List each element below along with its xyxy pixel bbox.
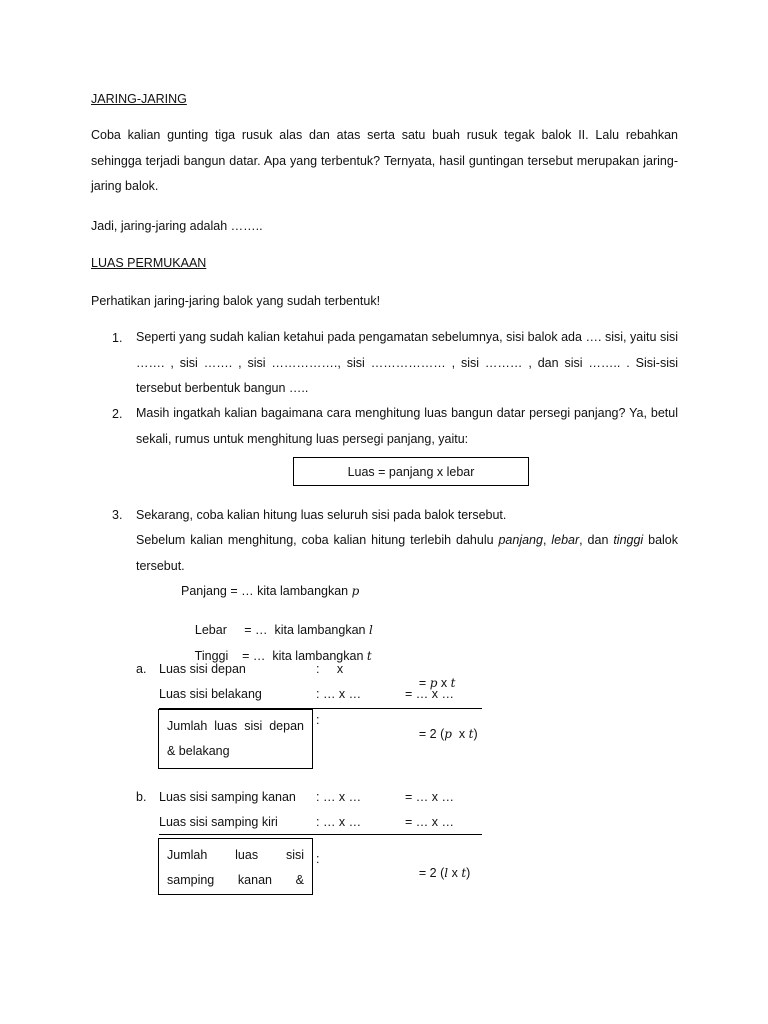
symbol-p: p — [351, 584, 360, 598]
item-text: , dan — [579, 533, 614, 547]
part-b-row2-mid: : … x … — [316, 815, 362, 829]
part-a-row1-label: Luas sisi depan — [159, 662, 246, 676]
list-item-1: Seperti yang sudah kalian ketahui pada pengamatan sebelumnya, sisi balok ada …. sisi, yaitu sisi ……. , sisi ……. , sisi ……………., sisi ……………… , sisi ……… , dan sisi …….. . Sisi-sisi tersebut berbentuk bangun ….. — [136, 330, 678, 395]
paragraph-definition: Jadi, jaring-jaring adalah …….. — [91, 219, 263, 233]
part-b-row1-result: = … x … — [405, 790, 454, 804]
symbol-t: t — [461, 866, 467, 880]
item-text: , — [542, 533, 552, 547]
part-b-row2-label: Luas sisi samping kiri — [159, 815, 278, 829]
italic-lebar: lebar — [551, 533, 580, 547]
result-text: x — [437, 676, 451, 690]
part-a-row2-result: = … x … — [405, 687, 454, 701]
sum-box-line2: & belakang — [167, 744, 230, 758]
part-a-row1-mid: : x — [316, 662, 344, 676]
symbol-t: t — [450, 676, 456, 690]
symbol-l: l — [444, 866, 449, 880]
part-b-letter: b. — [136, 790, 147, 804]
sum-box-line1: Jumlah luas sisi — [167, 848, 304, 862]
part-b-row2-result: = … x … — [405, 815, 454, 829]
sum-divider-b — [159, 834, 482, 835]
part-b-row1-mid: : … x … — [316, 790, 362, 804]
sum-box-line1: Jumlah luas sisi depan — [167, 719, 304, 733]
result-text: ) — [466, 866, 471, 880]
result-text: x — [451, 727, 469, 741]
result-text: x — [448, 866, 462, 880]
list-item-3-line1: Sekarang, coba kalian hitung luas seluruh sisi pada balok tersebut. — [136, 508, 507, 522]
item-text: balok tersebut. — [136, 533, 678, 573]
formula-box — [293, 457, 529, 486]
part-b-sum-result — [405, 852, 470, 894]
result-text: = 2 ( — [418, 866, 445, 880]
symbol-l: l — [368, 623, 373, 637]
part-b-sum-mid: : — [316, 852, 320, 866]
dimension-label: Lebar = … kita lambangkan — [194, 623, 369, 637]
symbol-t: t — [366, 649, 372, 663]
italic-panjang: panjang — [498, 533, 543, 547]
list-item-2: Masih ingatkah kalian bagaimana cara menghitung luas bangun datar persegi panjang? Ya, betul sekali, rumus untuk menghitung luas persegi panjang, yaitu: — [136, 406, 678, 446]
part-a-letter: a. — [136, 662, 147, 676]
result-text: = 2 ( — [418, 727, 445, 741]
paragraph-intro: Perhatikan jaring-jaring balok yang sudah terbentuk! — [91, 294, 381, 308]
part-a-row2-mid: : … x … — [316, 687, 362, 701]
list-item-3-line2 — [136, 528, 678, 579]
symbol-p: p — [429, 676, 438, 690]
part-a-sum-result — [405, 713, 478, 755]
bold-text: balok II — [541, 128, 586, 142]
result-text: = — [418, 676, 430, 690]
symbol-t: t — [468, 727, 474, 741]
part-b-sum-box — [158, 838, 313, 895]
item-text: Sebelum kalian menghitung, coba kalian hitung terlebih dahulu — [136, 533, 499, 547]
sum-box-line2: samping kanan & — [167, 873, 304, 887]
part-a-row2-label: Luas sisi belakang — [159, 687, 262, 701]
part-a-sum-box — [158, 709, 313, 769]
italic-tinggi: tinggi — [613, 533, 644, 547]
dimension-label: Panjang = … kita lambangkan — [181, 584, 352, 598]
formula-text: Luas = panjang x lebar — [347, 464, 475, 479]
list-number-2: 2. — [112, 407, 123, 421]
paragraph-text: Coba kalian gunting tiga rusuk alas dan atas serta satu buah rusuk tegak — [91, 128, 542, 142]
paragraph-jaring — [91, 123, 678, 200]
result-text: ) — [473, 727, 478, 741]
part-a-sum-mid: : — [316, 713, 320, 727]
section-heading-luas: LUAS PERMUKAAN — [91, 256, 207, 270]
list-number-1: 1. — [112, 331, 123, 345]
dimension-panjang — [181, 584, 359, 598]
section-heading-jaring: JARING-JARING — [91, 92, 187, 106]
symbol-p: p — [444, 727, 452, 741]
paragraph-text: . Lalu rebahkan sehingga terjadi bangun datar. Apa yang terbentuk? Ternyata, hasil guntingan tersebut merupakan jaring-jaring balok. — [91, 128, 678, 193]
dimension-label: Tinggi = … kita lambangkan — [194, 649, 367, 663]
part-b-row1-label: Luas sisi samping kanan — [159, 790, 296, 804]
list-number-3: 3. — [112, 508, 123, 522]
